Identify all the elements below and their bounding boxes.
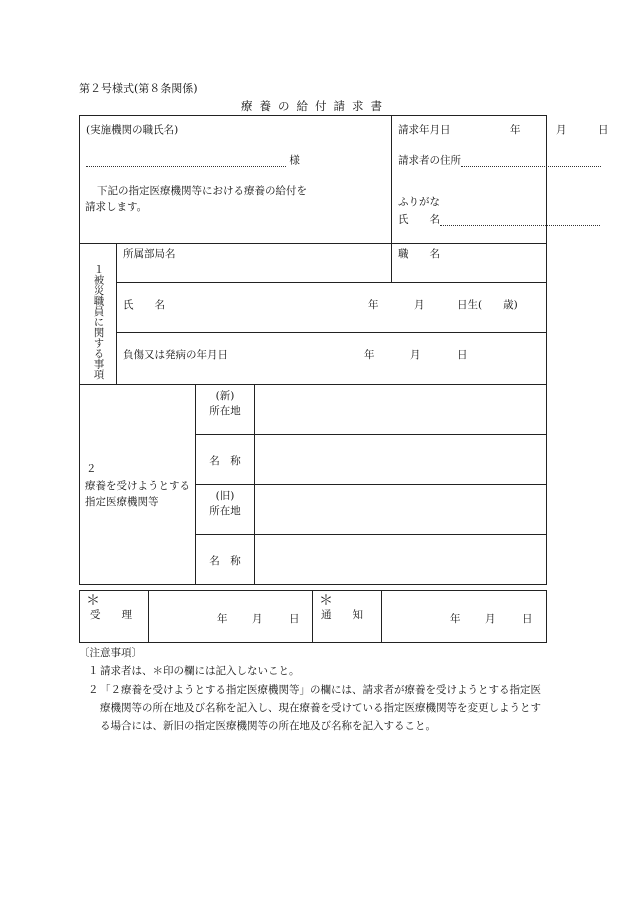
new-name-field[interactable] xyxy=(255,435,547,485)
old-name-label-cell xyxy=(196,535,255,585)
notify-date-cell[interactable]: 年 月 日 xyxy=(382,591,547,643)
section1-label-cell xyxy=(80,244,117,385)
receive-asterisk: ＊ xyxy=(86,593,100,609)
old-location-label: 所在地 xyxy=(209,505,241,517)
dept-cell xyxy=(117,244,392,283)
section2-label-cell xyxy=(80,385,196,585)
birth-suffix: 日生( 歳) xyxy=(457,298,518,311)
old-tag: (旧) xyxy=(215,490,235,502)
new-location-label-cell xyxy=(196,385,255,435)
address-field[interactable] xyxy=(461,154,601,167)
injury-date-cell: 負傷又は発病の年月日 年 月 日 xyxy=(117,333,547,385)
old-name-field[interactable] xyxy=(255,535,547,585)
receive-label-cell xyxy=(80,591,149,643)
notify-asterisk: ＊ xyxy=(319,593,333,609)
requester-cell: 請求年月日 年 月 日 請求者の住所 ふりがな 氏 名 xyxy=(392,116,547,244)
section2-number: ２ xyxy=(86,463,97,475)
notify-label-cell xyxy=(313,591,382,643)
section2-label: 療養を受けようとする指定医療機関等 xyxy=(85,480,190,508)
requester-name-field[interactable] xyxy=(440,213,600,226)
receipt-table xyxy=(79,590,547,643)
agency-name-field[interactable] xyxy=(86,154,286,167)
injury-date-label: 負傷又は発病の年月日 xyxy=(123,349,228,362)
request-date-label: 請求年月日 xyxy=(398,124,451,136)
employee-name-label: 氏 名 xyxy=(123,298,165,311)
agency-label: (実施機関の職氏名) xyxy=(86,124,179,136)
notify-label: 通 知 xyxy=(321,609,363,621)
receive-label: 受 理 xyxy=(90,609,132,621)
old-location-field[interactable] xyxy=(255,485,547,535)
honorific: 様 xyxy=(289,154,300,167)
requester-name-label: 氏 名 xyxy=(398,213,440,226)
employee-name-cell: 氏 名 年 月 日生( 歳) xyxy=(117,282,547,333)
note-item: ２ 「２療養を受けようとする指定医療機関等」の欄には、請求者が療養を受けようとする指定医療機関等の所在地及び名称を記入し、現在療養を受けている指定医療機関等を変更しようとする場合には、新旧の指定医療機関等の所在地及び名称を記入すること。 xyxy=(88,684,541,732)
position-cell xyxy=(392,244,547,283)
old-name-label: 名 称 xyxy=(209,555,241,567)
form-title: 療養の給付請求書 xyxy=(241,99,389,113)
agency-cell xyxy=(80,116,392,244)
old-location-label-cell xyxy=(196,485,255,535)
form-number: 第２号様式(第８条関係) xyxy=(79,82,198,95)
new-location-field[interactable] xyxy=(255,385,547,435)
furigana-label: ふりがな xyxy=(398,196,440,208)
new-tag: (新) xyxy=(215,390,235,402)
address-label: 請求者の住所 xyxy=(398,154,461,167)
section1-label: １被災職員に関する事項 xyxy=(92,264,105,380)
new-name-label-cell xyxy=(196,435,255,485)
new-name-label: 名 称 xyxy=(209,455,241,467)
request-form-table xyxy=(79,115,609,585)
position-label: 職 名 xyxy=(398,248,440,260)
request-statement: 下記の指定医療機関等における療養の給付を請求します。 xyxy=(85,185,307,213)
receive-date-cell[interactable]: 年 月 日 xyxy=(149,591,313,643)
notes-title: 〔注意事項〕 xyxy=(79,647,142,659)
new-location-label: 所在地 xyxy=(209,405,241,417)
dept-label: 所属部局名 xyxy=(123,248,176,260)
